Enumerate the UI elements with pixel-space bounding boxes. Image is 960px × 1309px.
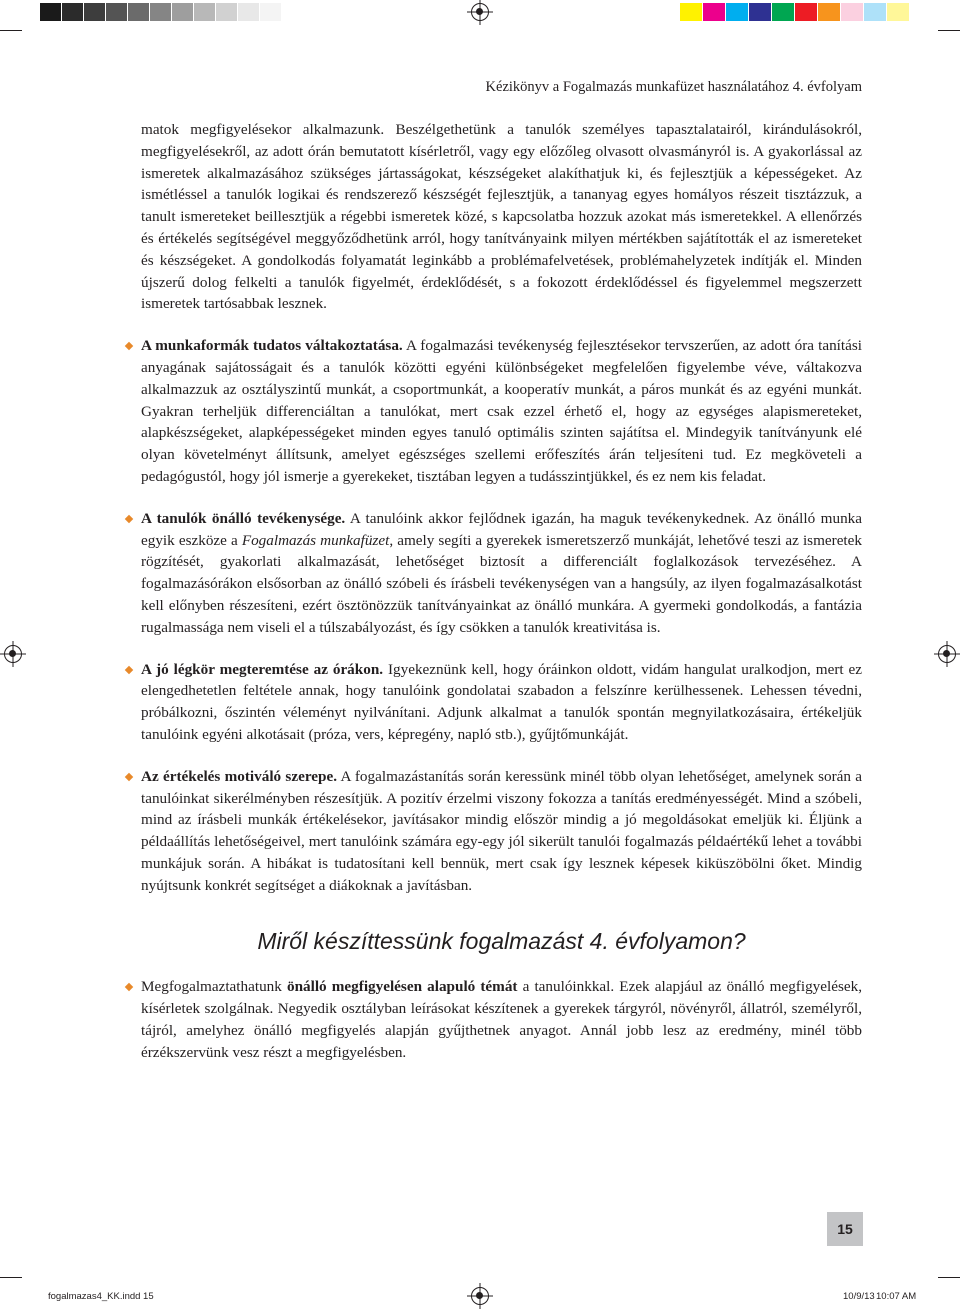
crop-mark [0, 30, 22, 31]
gray-swatch [172, 3, 193, 21]
file-slug: fogalmazas4_KK.indd 15 [48, 1291, 154, 1302]
slug-time: 10:07 AM [876, 1291, 917, 1302]
item-text: Igyekeznünk kell, hogy óráinkon oldott, vidám hangulat uralkodjon, mert ez elengedhetetlen feltétele annak, hogy tanulóink gondolatai szabadon a felszínre kerülhessenek. Lehessen tévedni, próbálkozni, őszintén véleményt nyilvánítani. Adjunk alkalmat a tanulók spontán megnyilatkozásaira, értékeljük tanulóink egyéni alkotásait (próza, vers, képregény, napló stb.), gyűjtőmunkáját. [141, 660, 862, 743]
item-text: Megfogalmaztathatunk [141, 978, 287, 996]
list-item [141, 659, 862, 746]
item-text: A fogalmazási tevékenység fejlesztésekor tervszerűen, az adott óra tanítási anyagának sajátosságait és a tanulók közötti egyéni különbségeket megfelelően figyelembe véve, váltakozva alkalmazzuk az osztályszintű munkát, a csoportmunkát, a kooperatív munkát, a páros munkát és az egyéni munkát. Gyakran terheljük differenciáltan a tanulókat, mert csak ezzel érhető el, hogy az egységes alapismereteket, alapkészségeket, alapképességeket minden egyes tanuló optimális szinten sajátítsa el. Mindegyik tanítványunk elé olyan követelményt állítsunk, amelyet egészséges szellemi erőfeszítés árán teljesíteni tud. Ez megköveteli a pedagógustól, hogy jól ismerje a gyerekeket, tisztában legyen a tudásszintjükkel, és ez nem kis feladat. [141, 337, 862, 485]
color-swatch [841, 3, 863, 21]
list-item [141, 766, 862, 897]
item-title: A munkaformák tudatos váltakoztatása. [141, 337, 403, 355]
item-title: A jó légkör megteremtése az órákon. [141, 660, 384, 678]
page-number: 15 [827, 1212, 863, 1246]
color-swatch [887, 3, 909, 21]
gray-swatch [84, 3, 105, 21]
gray-swatch [194, 3, 215, 21]
running-header: Kézikönyv a Fogalmazás munkafüzet használatához 4. évfolyam [485, 79, 862, 95]
slug-date: 10/9/13 [843, 1291, 875, 1302]
diamond-bullet-icon [125, 772, 133, 780]
list-item [141, 976, 862, 1063]
registration-mark-icon [471, 1287, 489, 1305]
crop-mark [938, 30, 960, 31]
list-item [141, 335, 862, 488]
item-text: A fogalmazástanítás során keressünk minél több olyan lehetőséget, amelynek során a tanulóinkat sikerélményben részesítjük. A pozitív érzelmi viszony fokozza a tanítás eredményességét. Mind a szóbeli, mind az írásbeli munkák értékelésekor, javításakor mindig először mindig a jó megoldásokat emeljük ki. Éljünk a példaállítás lehetőségeivel, mert tanulóink számára egy-egy jól sikerült tanulói fogalmazás példaértékű lehet a további munkájuk során. A hibákat is tudatosítani kell bennük, mert csak így lesznek képesek kiküszöbölni őket. Mindig nyújtsunk konkrét segítséget a diákoknak a javításban. [141, 767, 862, 894]
gray-swatch [40, 3, 61, 21]
item-text: , amely segíti a gyerekek ismeretszerző munkáját, lehetővé teszi az ismeretek rögzítését, gyakorlati alkalmazását, lehetőséget biztosít a differenciált foglalkozások tervezéséhez. A fogalmazásórákon elsősorban az önálló szóbeli és írásbeli tevékenységen van a hangsúly, az ilyen fogalmazásalkotást kell előnyben részesíteni, ezért ösztönözzük tanítványainkat az önálló munkára. A gyermeki gondolkodás, a fantázia rugalmassága nem viseli el a túlszabályozást, és így csökken a tanulók kreativitása is. [141, 531, 862, 636]
workbook-title: Fogalmazás munkafüzet [241, 531, 390, 549]
diamond-bullet-icon [125, 983, 133, 991]
gray-swatch [260, 3, 281, 21]
gray-swatch [216, 3, 237, 21]
intro-paragraph: matok megfigyelésekor alkalmazunk. Beszélgethetünk a tanulók személyes tapasztalatairól, kirándulásokról, megfigyelésekről, az adott órán bemutatott kísérletről, vagy egy előzőleg olvasott olvasmányról is. A gyakorlással az ismeretek alkalmazásához szükséges jártasságokat, készségeket alakíthatjuk ki, és fejlesztjük a képességeket. Az ismétléssel a tanulók logikai és rendszerező készségét fejlesztjük, a tananyag egyes homályos részeit tisztázzuk, a tanult ismereteket beillesztjük a régebbi ismeretek közé, s kapcsolatba hozzuk azokat más ismeretekkel. A ellenőrzés és értékelés segítségével meggyőződhetünk arról, hogy tanítványaink milyen mértékben sajátították el az ismereteket és készségeket. A gondolkodás folyamatát leginkább a problémafelvetések, problémahelyzetek indítják el. Minden újszerű dolog felkelti a tanulók figyelmét, érdeklődését, s a fokozott érdeklődéssel és figyelemmel megszerzett ismeretek tartósabbak lesznek. [141, 121, 862, 313]
registration-mark-icon [938, 645, 956, 663]
color-swatch [772, 3, 794, 21]
diamond-bullet-icon [125, 515, 133, 523]
gray-swatch [238, 3, 259, 21]
gray-swatch [62, 3, 83, 21]
list-item [141, 508, 862, 639]
color-swatch [818, 3, 840, 21]
item-text: A tanulóink akkor fejlődnek igazán, ha maguk tevékenykednek. Az önálló munka egyik eszköze a [141, 509, 863, 549]
item-title: Az értékelés motiváló szerepe. [141, 767, 338, 785]
section-heading: Miről készíttessünk fogalmazást 4. évfolyamon? [257, 927, 746, 954]
item-title: A tanulók önálló tevékenysége. [141, 509, 346, 527]
gray-swatch [128, 3, 149, 21]
color-swatch [864, 3, 886, 21]
page-body [141, 119, 862, 1063]
diamond-bullet-icon [125, 342, 133, 350]
color-swatch [703, 3, 725, 21]
color-swatch [680, 3, 702, 21]
color-swatch [795, 3, 817, 21]
crop-mark [938, 1277, 960, 1278]
item-emphasis: önálló megfigyelésen alapuló témát [286, 978, 518, 996]
print-color-bar [0, 0, 960, 24]
diamond-bullet-icon [125, 665, 133, 673]
registration-mark-icon [4, 645, 22, 663]
registration-mark-icon [471, 3, 489, 21]
gray-swatch [106, 3, 127, 21]
item-text: a tanulóinkkal. Ezek alapjául az önálló megfigyelések, kísérletek szolgálnak. Negyedik osztályban leírásokat készítenek a gyerekek tárgyról, növényről, állatról, személyről, tájról, amelyhez önálló megfigyelés alapján gyűjthetnek anyagot. Annál jobb lesz az eredmény, minél több érzékszervünk vesz részt a megfigyelésben. [141, 978, 863, 1061]
color-swatch [726, 3, 748, 21]
color-swatch [749, 3, 771, 21]
crop-mark [0, 1277, 22, 1278]
gray-swatch [150, 3, 171, 21]
